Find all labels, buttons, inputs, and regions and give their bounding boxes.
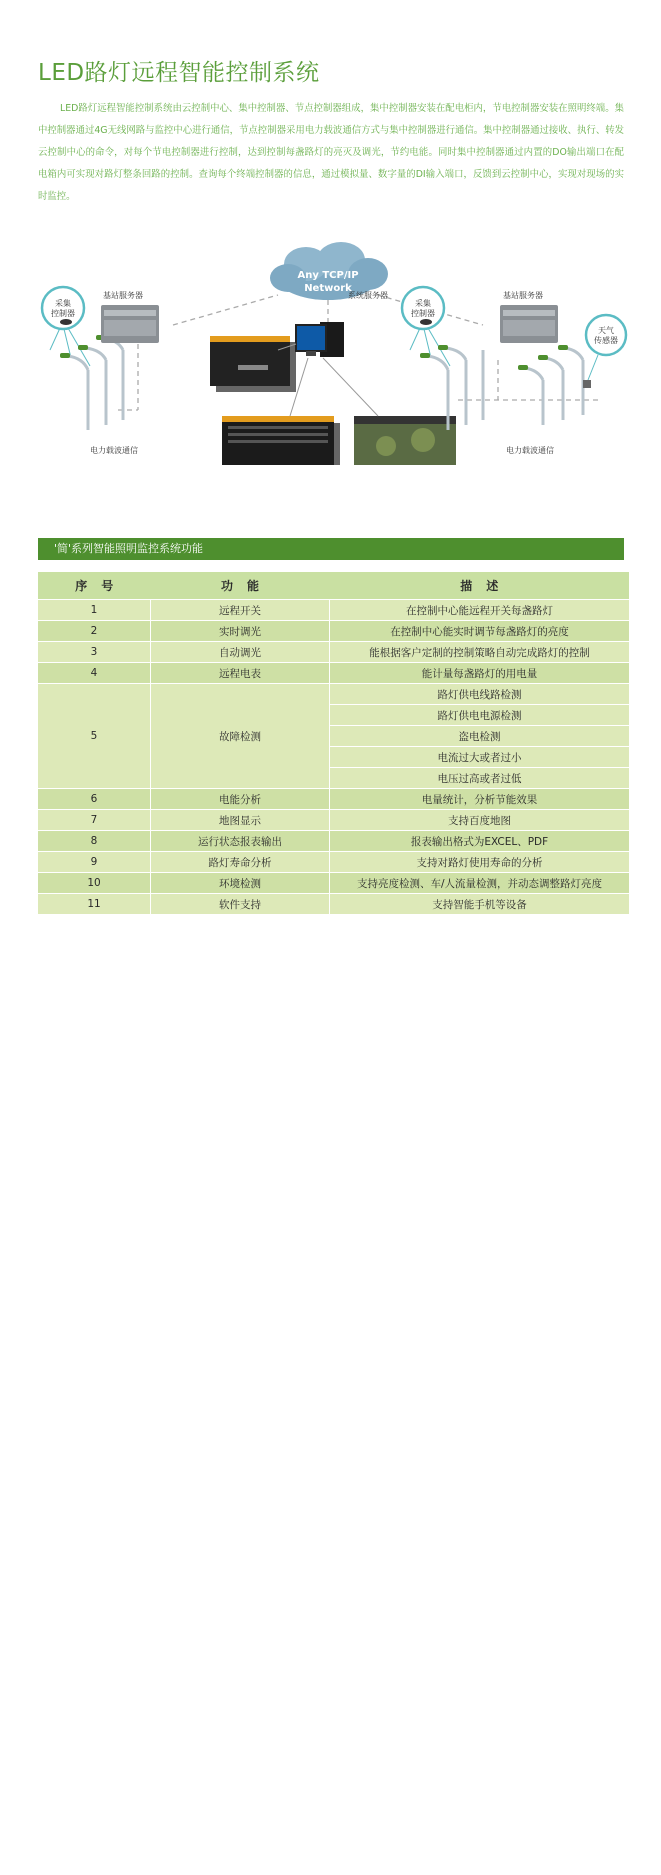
row-no: 11 — [38, 894, 151, 915]
row-description: 能计量每盏路灯的用电量 — [330, 663, 630, 684]
left-streetlights-icon — [68, 338, 123, 430]
right-base-server-icon — [500, 305, 558, 343]
row-description: 盗电检测 — [330, 726, 630, 747]
row-no: 6 — [38, 789, 151, 810]
row-function: 电能分析 — [151, 789, 330, 810]
left-collector-label-2: 控制器 — [51, 309, 75, 318]
table-row — [38, 894, 629, 915]
row-no: 8 — [38, 831, 151, 852]
system-server-label: 系统服务器 — [348, 291, 388, 300]
system-diagram — [38, 240, 628, 465]
row-description: 支持智能手机等设备 — [330, 894, 630, 915]
row-description: 支持百度地图 — [330, 810, 630, 831]
row-no: 2 — [38, 621, 151, 642]
row-description: 路灯供电线路检测 — [330, 684, 630, 705]
row-function: 软件支持 — [151, 894, 330, 915]
row-function: 自动调光 — [151, 642, 330, 663]
cloud-label-2: Network — [304, 283, 352, 294]
row-description: 能根据客户定制的控制策略自动完成路灯的控制 — [330, 642, 630, 663]
table-row — [38, 663, 629, 684]
map-screenshot-icon — [354, 416, 456, 465]
right-collector-label-1: 采集 — [415, 299, 431, 308]
table-row — [38, 789, 629, 810]
table-header-row — [38, 572, 629, 600]
row-description: 支持亮度检测、车/人流量检测，并动态调整路灯亮度 — [330, 873, 630, 894]
row-description: 支持对路灯使用寿命的分析 — [330, 852, 630, 873]
row-function: 地图显示 — [151, 810, 330, 831]
row-function: 环境检测 — [151, 873, 330, 894]
table-row — [38, 600, 629, 621]
weather-sensor-label-1: 天气 — [598, 326, 614, 335]
table-row — [38, 642, 629, 663]
header-description: 描述 — [330, 572, 630, 600]
row-description: 电量统计，分析节能效果 — [330, 789, 630, 810]
row-function: 远程电表 — [151, 663, 330, 684]
function-table — [38, 572, 629, 915]
software-screenshot-icon — [210, 336, 296, 392]
left-collector-icon — [42, 287, 84, 329]
header-no: 序号 — [38, 572, 151, 600]
computer-icon — [296, 322, 344, 357]
row-no: 3 — [38, 642, 151, 663]
table-row — [38, 621, 629, 642]
page-title: LED路灯远程智能控制系统 — [38, 60, 320, 86]
section-header: '简'系列智能照明监控系统功能 — [38, 538, 624, 560]
table-row — [38, 831, 629, 852]
row-description: 电流过大或者过小 — [330, 747, 630, 768]
row-function: 故障检测 — [151, 684, 330, 789]
row-no: 1 — [38, 600, 151, 621]
cloud-label-1: Any TCP/IP — [297, 270, 359, 281]
row-no: 7 — [38, 810, 151, 831]
right-base-server-label: 基站服务器 — [503, 291, 543, 300]
row-function: 远程开关 — [151, 600, 330, 621]
table-row — [38, 873, 629, 894]
row-function: 路灯寿命分析 — [151, 852, 330, 873]
row-description: 在控制中心能远程开关每盏路灯 — [330, 600, 630, 621]
table-row — [38, 810, 629, 831]
dashboard-screenshot-icon — [222, 416, 340, 465]
header-function: 功能 — [151, 572, 330, 600]
row-no: 10 — [38, 873, 151, 894]
left-base-server-icon — [101, 305, 159, 343]
left-plc-label: 电力载波通信 — [90, 446, 138, 455]
row-description: 电压过高或者过低 — [330, 768, 630, 789]
right-plc-label: 电力载波通信 — [506, 446, 554, 455]
left-base-server-label: 基站服务器 — [103, 291, 143, 300]
row-no: 5 — [38, 684, 151, 789]
weather-sensor-label-2: 传感器 — [594, 336, 618, 345]
left-collector-label-1: 采集 — [55, 299, 71, 308]
row-function: 实时调光 — [151, 621, 330, 642]
table-row-fault — [38, 684, 629, 705]
right-collector-icon — [402, 287, 444, 329]
row-description: 在控制中心能实时调节每盏路灯的亮度 — [330, 621, 630, 642]
row-no: 9 — [38, 852, 151, 873]
intro-paragraph: LED路灯远程智能控制系统由云控制中心、集中控制器、节点控制器组成，集中控制器安装在配电柜内，节电控制器安装在照明终端。集中控制器通过4G无线网路与监控中心进行通信，节点控制器采用电力载波通信方式与集中控制器进行通信。集中控制器通过接收、执行、转发云控制中心的命令，对每个节电控制器进行控制，达到控制每盏路灯的亮灭及调光，节约电能。同时集中控制器通过内置的DO输出端口在配电箱内可实现对路灯整条回路的控制。查询每个终端控制器的信息，通过模拟量、数字量的DI输入端口，反馈到云控制中心，实现对现场的实时监控。 — [38, 103, 624, 202]
row-description: 路灯供电电源检测 — [330, 705, 630, 726]
row-function: 运行状态报表输出 — [151, 831, 330, 852]
table-row — [38, 852, 629, 873]
row-description: 报表输出格式为EXCEL、PDF — [330, 831, 630, 852]
row-no: 4 — [38, 663, 151, 684]
right-collector-label-2: 控制器 — [411, 309, 435, 318]
